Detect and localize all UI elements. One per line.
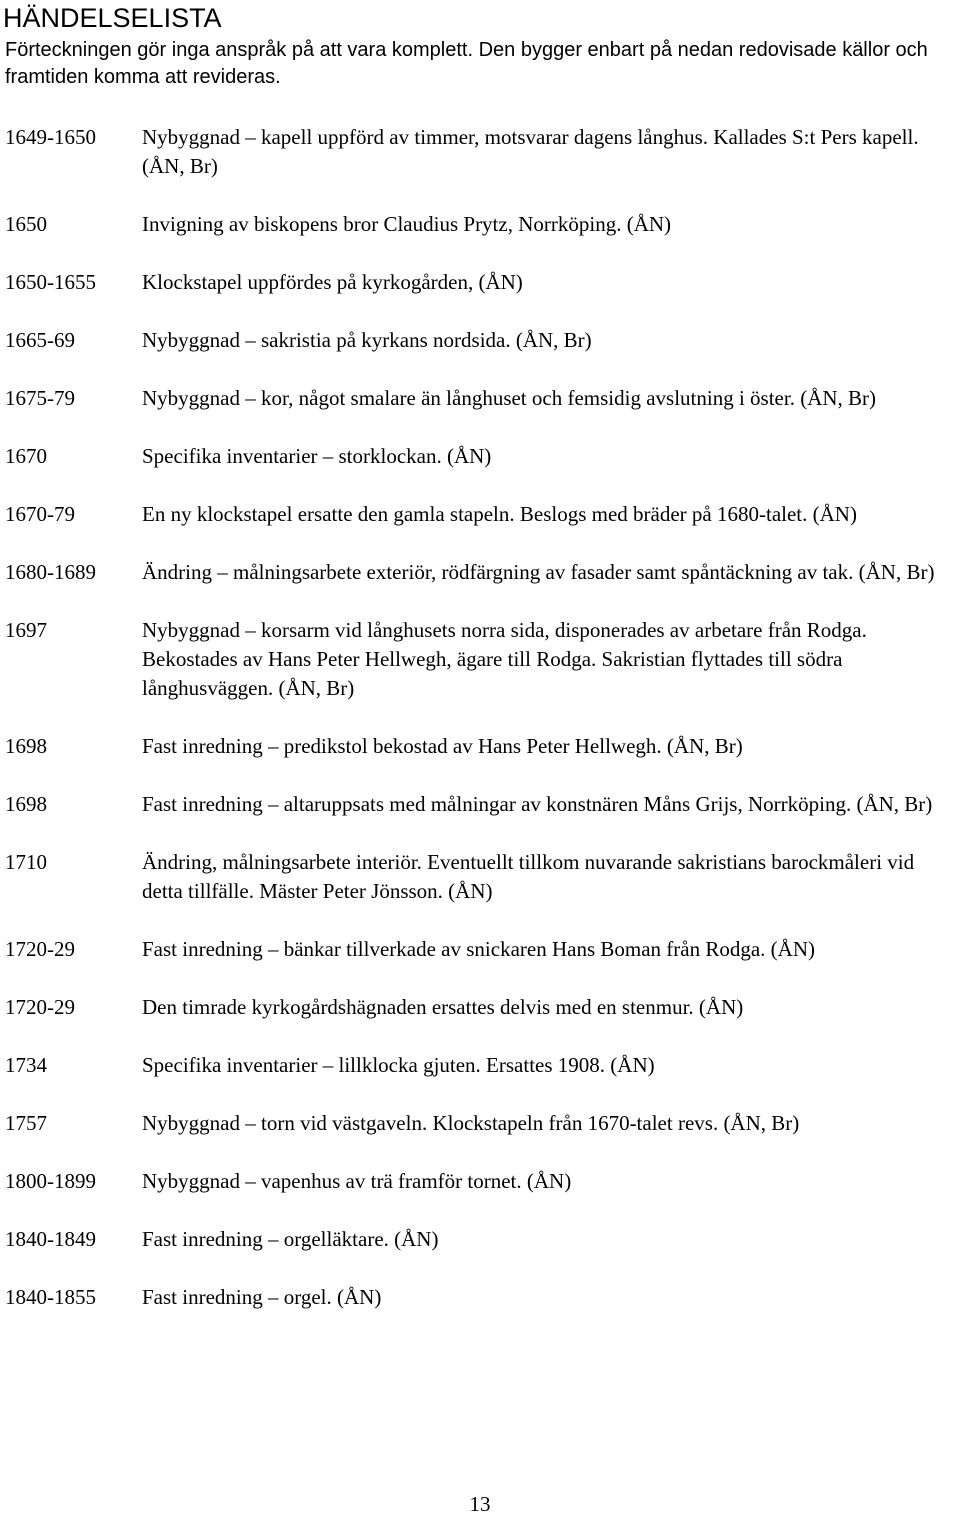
event-entry	[5, 848, 960, 906]
event-year: 1649-1650	[5, 125, 96, 149]
event-description: Invigning av biskopens bror Claudius Prytz, Norrköping. (ÅN)	[142, 212, 672, 236]
event-entry	[5, 935, 960, 964]
event-year: 1675-79	[5, 386, 75, 410]
event-entry	[5, 384, 960, 413]
event-description: Ändring, målningsarbete interiör. Eventuellt tillkom nuvarande sakristians barockmåleri vid detta tillfälle. Mäster Peter Jönsson. (ÅN)	[142, 850, 915, 903]
event-year: 1720-29	[5, 937, 75, 961]
event-entry	[5, 1167, 960, 1196]
event-entry	[5, 616, 960, 703]
event-year: 1698	[5, 734, 47, 758]
event-description: Nybyggnad – torn vid västgaveln. Klockstapeln från 1670-talet revs. (ÅN, Br)	[142, 1111, 800, 1135]
event-entry	[5, 1283, 960, 1312]
event-year: 1680-1689	[5, 560, 96, 584]
event-year: 1757	[5, 1111, 47, 1135]
event-entry	[5, 210, 960, 239]
event-description: Ändring – målningsarbete exteriör, rödfärgning av fasader samt spåntäckning av tak. (ÅN, Br)	[142, 560, 935, 584]
event-description: En ny klockstapel ersatte den gamla stapeln. Beslogs med bräder på 1680-talet. (ÅN)	[142, 502, 857, 526]
event-description: Fast inredning – predikstol bekostad av Hans Peter Hellwegh. (ÅN, Br)	[142, 734, 743, 758]
event-entry	[5, 442, 960, 471]
intro-paragraph: Förteckningen gör inga anspråk på att vara komplett. Den bygger enbart på nedan redovisade källor och framtiden komma att revideras.	[5, 39, 928, 88]
event-entry	[5, 268, 960, 297]
event-entry	[5, 1051, 960, 1080]
event-description: Fast inredning – altaruppsats med målningar av konstnären Måns Grijs, Norrköping. (ÅN, Br)	[142, 792, 933, 816]
event-description: Nybyggnad – sakristia på kyrkans nordsida. (ÅN, Br)	[142, 328, 592, 352]
event-description: Nybyggnad – kor, något smalare än långhuset och femsidig avslutning i öster. (ÅN, Br)	[142, 386, 877, 410]
event-year: 1800-1899	[5, 1169, 96, 1193]
event-description: Den timrade kyrkogårdshägnaden ersattes delvis med en stenmur. (ÅN)	[142, 995, 744, 1019]
event-year: 1840-1855	[5, 1285, 96, 1309]
page-title: HÄNDELSELISTA	[3, 3, 222, 33]
event-description: Nybyggnad – kapell uppförd av timmer, motsvarar dagens långhus. Kallades S:t Pers kapell. (ÅN, Br)	[142, 125, 919, 178]
event-description: Klockstapel uppfördes på kyrkogården, (ÅN)	[142, 270, 523, 294]
event-year: 1697	[5, 618, 47, 642]
event-year: 1650-1655	[5, 270, 96, 294]
event-description: Fast inredning – orgelläktare. (ÅN)	[142, 1227, 439, 1251]
event-entry	[5, 123, 960, 181]
event-year: 1840-1849	[5, 1227, 96, 1251]
event-description: Specifika inventarier – storklockan. (ÅN)	[142, 444, 492, 468]
event-entry	[5, 993, 960, 1022]
event-year: 1670-79	[5, 502, 75, 526]
event-description: Nybyggnad – vapenhus av trä framför tornet. (ÅN)	[142, 1169, 572, 1193]
event-year: 1710	[5, 850, 47, 874]
event-year: 1670	[5, 444, 47, 468]
event-year: 1698	[5, 792, 47, 816]
event-year: 1734	[5, 1053, 47, 1077]
event-list	[5, 123, 960, 1341]
event-entry	[5, 1225, 960, 1254]
event-year: 1665-69	[5, 328, 75, 352]
event-year: 1650	[5, 212, 47, 236]
event-description: Specifika inventarier – lillklocka gjuten. Ersattes 1908. (ÅN)	[142, 1053, 655, 1077]
event-entry	[5, 326, 960, 355]
event-description: Fast inredning – orgel. (ÅN)	[142, 1285, 382, 1309]
event-year: 1720-29	[5, 995, 75, 1019]
event-description: Nybyggnad – korsarm vid långhusets norra sida, disponerades av arbetare från Rodga. Bekostades av Hans Peter Hellwegh, ägare till Rodga. Sakristian flyttades till södra långhusväggen. (ÅN, Br)	[142, 618, 867, 700]
event-entry	[5, 500, 960, 529]
event-entry	[5, 790, 960, 819]
event-entry	[5, 1109, 960, 1138]
event-entry	[5, 558, 960, 587]
event-description: Fast inredning – bänkar tillverkade av snickaren Hans Boman från Rodga. (ÅN)	[142, 937, 815, 961]
page-number: 13	[469, 1492, 491, 1516]
event-entry	[5, 732, 960, 761]
